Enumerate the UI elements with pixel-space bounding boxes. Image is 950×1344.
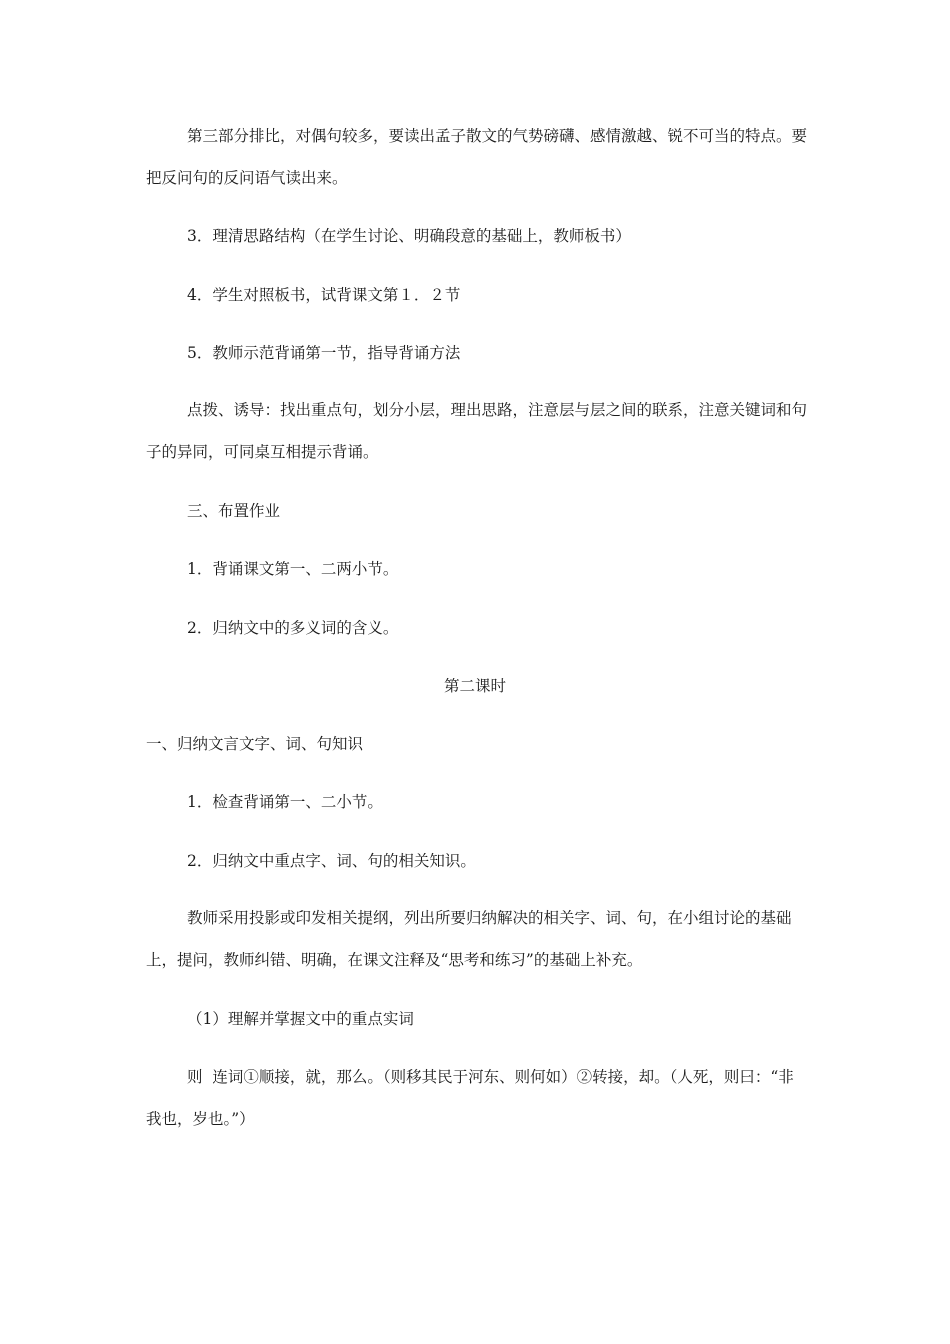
lesson-2-heading: 第二课时 xyxy=(443,677,506,695)
step-4-recite: 4．学生对照板书，试背课文第１．２节 xyxy=(187,286,461,304)
section-1-heading: 一、归纳文言文字、词、句知识 xyxy=(146,735,364,753)
paragraph-ze-definition: 则 连词①顺接，就，那么。（则移其民于河东、则何如）②转接，却。（人死，则曰：“非我也，岁也。”） xyxy=(146,1068,794,1128)
paragraph-reading-tips: 第三部分排比，对偶句较多，要读出孟子散文的气势磅礴、感情激越、锐不可当的特点。要把反问句的反问语气读出来。 xyxy=(146,127,808,187)
homework-item-1: 1．背诵课文第一、二两小节。 xyxy=(187,560,399,578)
paragraph-teacher-method: 教师采用投影或印发相关提纲，列出所要归纳解决的相关字、词、句，在小组讨论的基础上，提问，教师纠错、明确，在课文注释及“思考和练习”的基础上补充。 xyxy=(146,909,792,969)
step-3-structure: 3．理清思路结构（在学生讨论、明确段意的基础上，教师板书） xyxy=(187,227,631,245)
section-homework-heading: 三、布置作业 xyxy=(187,502,281,520)
step-5-demonstrate: 5．教师示范背诵第一节，指导背诵方法 xyxy=(187,344,461,362)
subsection-1-heading: （1）理解并掌握文中的重点实词 xyxy=(187,1010,414,1028)
lesson2-item-1: 1．检查背诵第一、二小节。 xyxy=(187,793,383,811)
lesson2-item-2: 2．归纳文中重点字、词、句的相关知识。 xyxy=(187,852,476,870)
paragraph-guidance: 点拨、诱导：找出重点句，划分小层，理出思路，注意层与层之间的联系，注意关键词和句子的异同，可同桌互相提示背诵。 xyxy=(146,401,808,461)
homework-item-2: 2．归纳文中的多义词的含义。 xyxy=(187,619,399,637)
